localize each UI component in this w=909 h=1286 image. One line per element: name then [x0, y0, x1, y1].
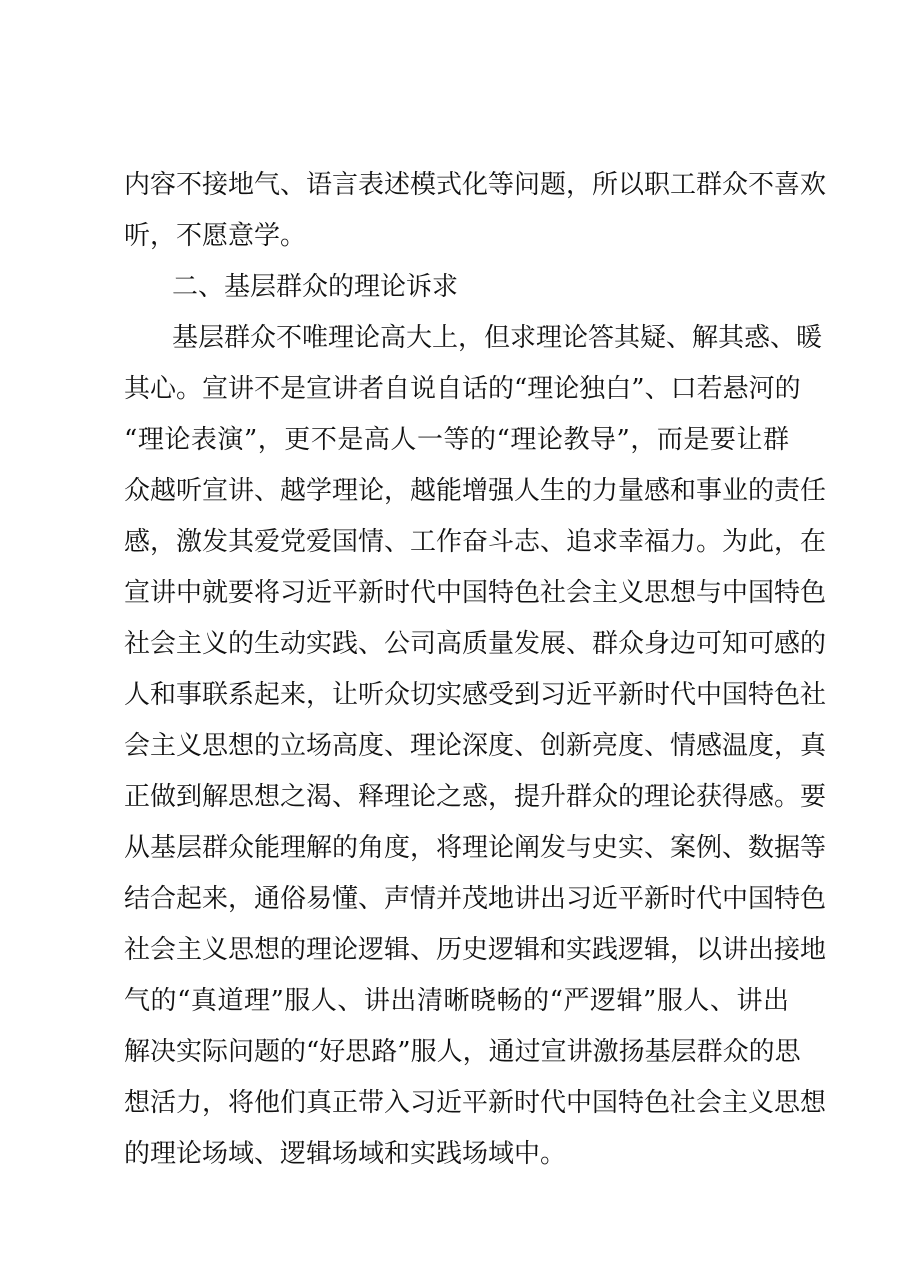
- paragraph-line: 结合起来，通俗易懂、声情并茂地讲出习近平新时代中国特色: [124, 884, 827, 914]
- paragraph-line: 的理论场域、逻辑场域和实践场域中。: [124, 1139, 567, 1169]
- section-heading: 二、基层群众的理论诉求: [172, 272, 459, 302]
- paragraph-line: 社会主义的生动实践、公司高质量发展、群众身边可知可感的: [124, 629, 827, 659]
- paragraph-line: 解决实际问题的“好思路”服人，通过宣讲激扬基层群众的思: [124, 1037, 801, 1067]
- paragraph-line: 感，激发其爱党爱国情、工作奋斗志、追求幸福力。为此，在: [124, 527, 827, 557]
- paragraph-line: 宣讲中就要将习近平新时代中国特色社会主义思想与中国特色: [124, 578, 827, 608]
- paragraph-line: 众越听宣讲、越学理论，越能增强人生的力量感和事业的责任: [124, 476, 827, 506]
- paragraph-line: 其心。宣讲不是宣讲者自说自话的“理论独白”、口若悬河的: [124, 374, 801, 404]
- paragraph-line: 正做到解思想之渴、释理论之惑，提升群众的理论获得感。要: [124, 782, 827, 812]
- paragraph-line: 听，不愿意学。: [124, 221, 307, 251]
- paragraph-line: 社会主义思想的理论逻辑、历史逻辑和实践逻辑，以讲出接地: [124, 935, 827, 965]
- paragraph-line: 内容不接地气、语言表述模式化等问题，所以职工群众不喜欢: [124, 170, 827, 200]
- paragraph-line: 从基层群众能理解的角度，将理论阐发与史实、案例、数据等: [124, 833, 827, 863]
- paragraph-line: 人和事联系起来，让听众切实感受到习近平新时代中国特色社: [124, 680, 827, 710]
- paragraph-line: “理论表演”，更不是高人一等的“理论教导”，而是要让群: [124, 425, 789, 455]
- paragraph-line: 想活力，将他们真正带入习近平新时代中国特色社会主义思想: [124, 1088, 827, 1118]
- paragraph-line: 气的“真道理”服人、讲出清晰晓畅的“严逻辑”服人、讲出: [124, 986, 789, 1016]
- paragraph-line: 基层群众不唯理论高大上，但求理论答其疑、解其惑、暖: [172, 323, 823, 353]
- paragraph-line: 会主义思想的立场高度、理论深度、创新亮度、情感温度，真: [124, 731, 827, 761]
